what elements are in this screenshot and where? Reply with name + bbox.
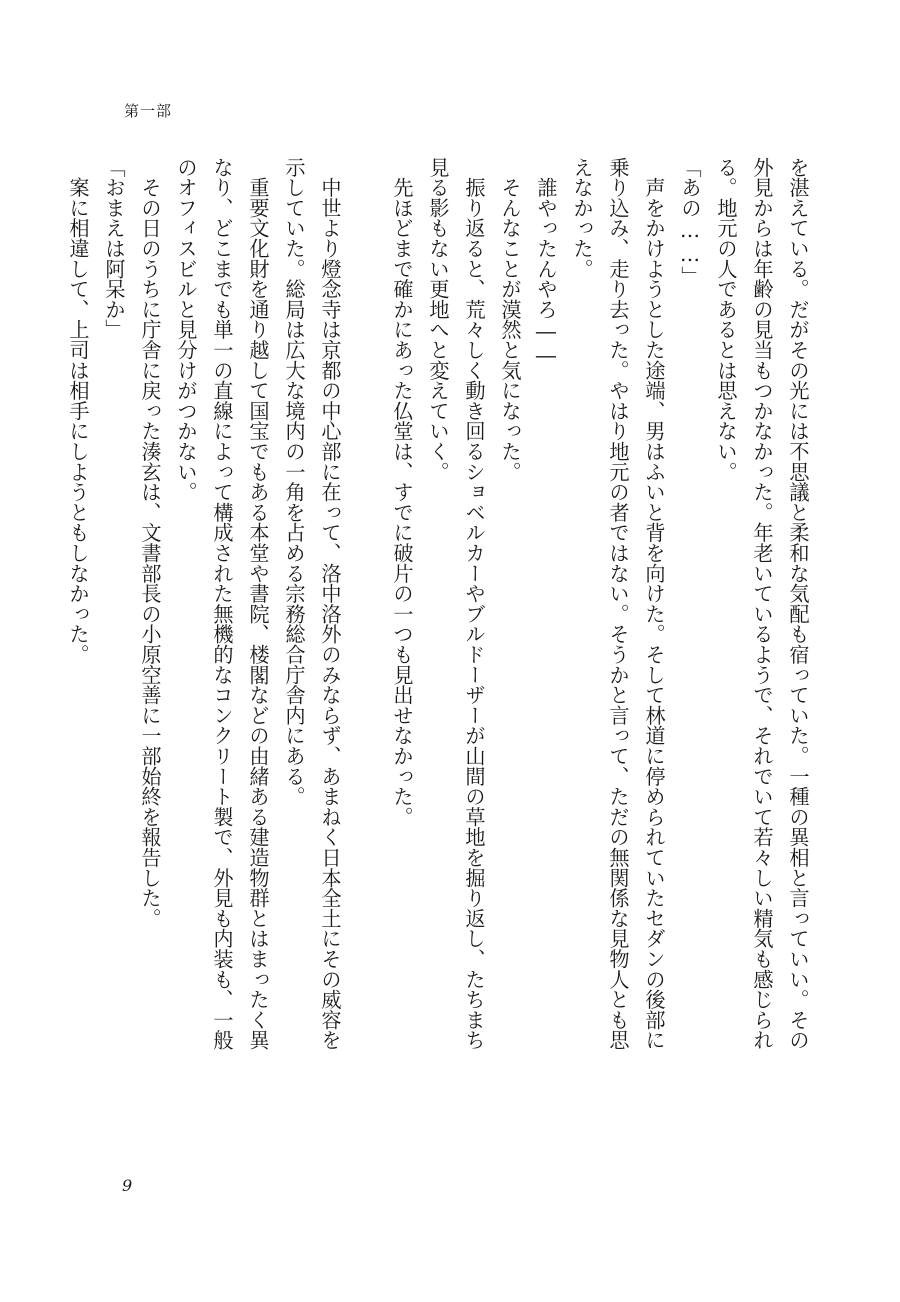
text-column: 先ほどまで確かにあった仏堂は、すでに破片の一つも見出せなかった。 — [390, 157, 414, 827]
running-head: 第一部 — [124, 102, 173, 120]
text-column: る。地元の人であるとは思えない。 — [714, 157, 738, 482]
text-column: 声をかけようとした途端、男はふいと背を向けた。そして林道に停められていたセダンの後部に — [642, 157, 666, 1051]
text-column: を湛えている。だがその光には不思議と柔和な気配も宿っていた。一種の異相と言っていい。その — [786, 157, 810, 1051]
text-column: 乗り込み、走り去った。やはり地元の者ではない。そうかと言って、ただの無関係な見物人とも思 — [606, 157, 630, 1051]
text-column: その日のうちに庁舎に戻った湊玄は、文書部長の小原空善に一部始終を報告した。 — [138, 157, 162, 929]
text-column: 見る影もない更地へと変えていく。 — [426, 157, 450, 482]
text-column: 誰やったんやろ―― — [534, 157, 558, 368]
text-column: 重要文化財を通り越して国宝でもある本堂や書院、楼閣などの由緒ある建造物群とはまったく異 — [246, 157, 270, 1051]
body-text — [60, 157, 816, 1157]
text-column: 「あの……」 — [678, 157, 702, 287]
text-column: 外見からは年齢の見当もつかなかった。年老いているようで、それでいて若々しい精気も感じられ — [750, 157, 774, 1051]
text-column: のオフィスビルと見分けがつかない。 — [174, 157, 198, 503]
text-column: えなかった。 — [570, 157, 594, 279]
text-column: 「おまえは阿呆か」 — [102, 157, 126, 340]
page-number: 9 — [122, 1176, 133, 1195]
text-column: なり、どこまでも単一の直線によって構成された無機的なコンクリート製で、外見も内装も、一般 — [210, 157, 234, 1051]
text-column: 中世より燈念寺は京都の中心部に在って、洛中洛外のみならず、あまねく日本全土にその威容を — [318, 157, 342, 1051]
text-column: そんなことが漠然と気になった。 — [498, 157, 522, 482]
text-column: 示していた。総局は広大な境内の一角を占める宗務総合庁舎内にある。 — [282, 157, 306, 807]
section-break — [348, 157, 384, 1157]
text-column: 振り返ると、荒々しく動き回るショベルカーやブルドーザーが山間の草地を掘り返し、たちまち — [462, 157, 486, 1051]
text-column: 案に相違して、上司は相手にしようともしなかった。 — [66, 157, 90, 665]
